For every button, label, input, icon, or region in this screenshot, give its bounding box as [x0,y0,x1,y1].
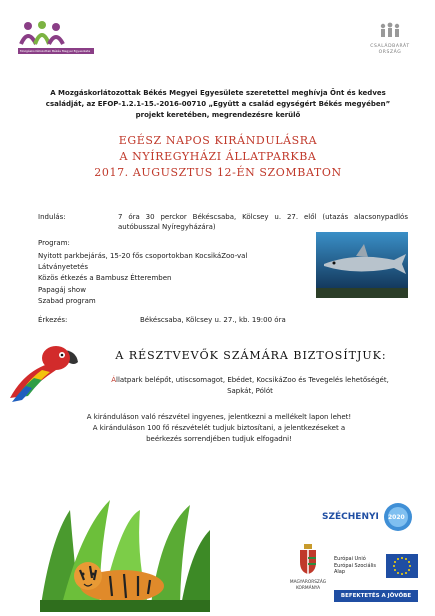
association-logo-text: Mozgáskorlátozottak Békés Megyei Egyesülete [18,48,94,54]
eu-line: Európai Unió [334,556,366,562]
program-label: Program: [38,239,70,247]
participation-notes [34,412,404,445]
family-friendly-logo [368,22,412,56]
event-title [30,133,406,181]
eu-logo [334,552,418,592]
gov-line: KORMÁNYA [295,585,321,591]
title-line: EGÉSZ NAPOS KIRÁNDULÁSRA [118,134,318,147]
guarantee-heading: A RÉSZTVEVŐK SZÁMÁRA BIZTOSÍTJUK: [115,349,387,362]
note-line: A kiránduláson 100 fő részvételét tudjuk biztosítani, a jelentkezéseket a [92,424,346,432]
tiger-jungle-image [40,500,210,612]
arrival-value: Békéscsaba, Kölcsey u. 27., kb. 19:00 óra [140,316,286,324]
guarantee-line: Sapkát, Pólót [227,387,273,395]
departure-label: Indulás: [38,213,66,221]
investing-future-banner: BEFEKTETÉS A JÖVŐBE [334,590,418,602]
szechenyi-text: SZÉCHENYI [322,512,379,522]
intro-line: A Mozgáskorlátozottak Békés Megyei Egyesülete szeretettel meghívja Önt és kedves [50,89,386,97]
guarantee-text: llatpark belépőt, utiscsomagot, Ebédet, KocsikáZoo és Tevegelés lehetőségét, [116,376,389,384]
gov-line: MAGYARORSZÁG [289,580,327,585]
title-line: 2017. AUGUSZTUS 12-ÉN SZOMBATON [94,166,342,179]
intro-line: családját, az EFOP-1.2.1-15.-2016-00710 „Együtt a család egységért Békés megyében” [45,100,391,108]
guarantee-line [96,375,404,386]
family-icon [378,22,402,38]
eu-line: Európai Szociális [334,562,376,569]
eu-text [334,556,376,576]
list-item: Látványetetés [38,263,89,272]
departure-value: 7 óra 30 perckor Békéscsaba, Kölcsey u. 27. elől (utazás alacsonypadlós autóbusszal Nyíregyházára) [118,213,408,231]
shark-image [316,232,408,298]
government-text [284,580,332,591]
hungarian-government-logo [284,544,332,608]
list-item: Szabad program [38,296,96,305]
list-item: Nyitott parkbejárás, 15-20 fős csoportokban KocsikáZoo-val [38,252,248,260]
eu-line: Alap [334,569,346,575]
szechenyi-year: 2020 [388,514,405,521]
guarantee-items [96,375,404,397]
title-line: A NYÍREGYHÁZI ÁLLATPARKBA [119,150,317,163]
intro-line: projekt keretében, megrendezésre kerülő [135,111,301,119]
program-list [38,251,288,307]
intro-text [24,88,412,121]
people-logo-icon [18,20,66,50]
parrot-image [4,336,82,406]
list-item: Papagáj show [38,285,86,294]
association-logo [18,20,66,60]
arrival-label: Érkezés: [38,316,68,324]
guarantee-initial: Á [111,376,116,384]
list-item: Közös étkezés a Bambusz Étteremben [38,274,172,283]
szechenyi-2020-logo [318,500,414,534]
eu-flag-icon [386,554,418,578]
coat-of-arms-icon [298,544,318,574]
note-line: A kiránduláson való részvétel ingyenes, jelentkezni a mellékelt lapon lehet! [86,413,352,421]
note-line: beérkezés sorrendjében tudjuk elfogadni! [146,435,292,443]
family-logo-text: CSALÁDBARÁT ORSZÁG [370,44,410,55]
